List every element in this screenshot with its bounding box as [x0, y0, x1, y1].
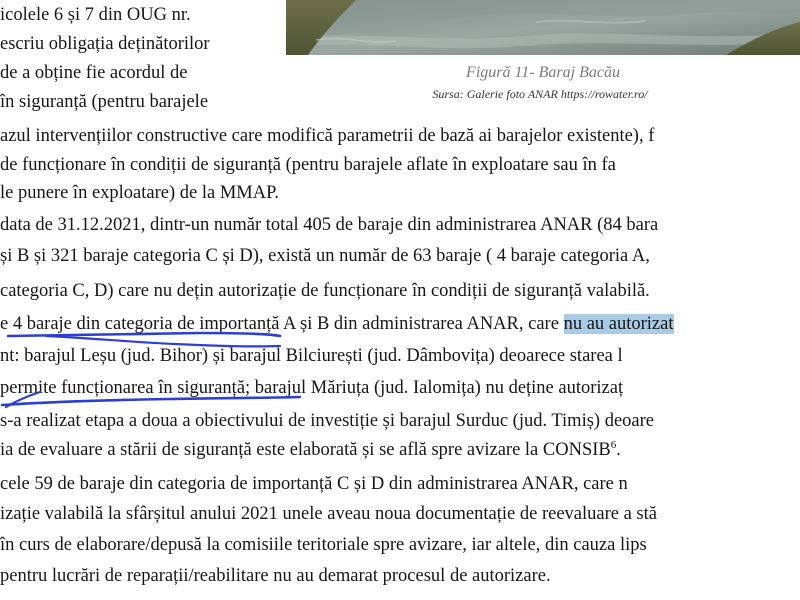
text-line: în siguranță (pentru barajele	[0, 92, 209, 112]
text-line: izație valabilă la sfârșitul anului 2021 unele aveau noua documentație de reevaluare a stă	[0, 504, 657, 524]
text-line: icolele 6 și 7 din OUG nr.	[0, 5, 191, 25]
text-line: de funcționare în condiții de siguranță (pentru barajele aflate în exploatare sau în fa	[0, 155, 616, 175]
figure-caption: Figură 11- Baraj Bacău	[466, 64, 620, 81]
text-line: de a obține fie acordul de	[0, 63, 188, 83]
text-line: permite funcționarea în siguranță; barajul Măriuța (jud. Ialomița) nu deține autorizaț	[0, 378, 624, 398]
text-segment: e 4 baraje din categoria de importanță A și B din administrarea ANAR, care	[0, 314, 564, 334]
text-line: escriu obligația deținătorilor	[0, 34, 210, 54]
text-line: nt: barajul Leșu (jud. Bihor) și barajul Bilciurești (jud. Dâmbovița) deoarece starea l	[0, 346, 623, 366]
text-line: s-a realizat etapa a doua a obiectivului de investiție și barajul Surduc (jud. Timiș) deoare	[0, 411, 654, 431]
footnote-marker: 6	[610, 438, 617, 451]
text-line: categoria C, D) care nu dețin autorizație de funcționare în condiții de siguranță valabilă.	[0, 281, 650, 301]
text-line: în curs de elaborare/depusă la comisiile teritoriale spre avizare, iar altele, din cauza lips	[0, 535, 647, 555]
text-line: pentru lucrări de reparații/reabilitare nu au demarat procesul de autorizare.	[0, 566, 551, 586]
text-segment: .	[616, 440, 621, 460]
selected-text-highlight[interactable]: nu au autorizat	[563, 314, 674, 334]
text-line: azul intervențiilor constructive care modifică parametrii de bază ai barajelor existente), f	[0, 126, 655, 146]
text-line: și B și 321 baraje categoria C și D), există un număr de 63 baraje ( 4 baraje categoria A,	[0, 246, 650, 266]
text-line: cele 59 de baraje din categoria de importanță C și D din administrarea ANAR, care n	[0, 474, 628, 494]
text-line-footnote	[0, 438, 621, 462]
text-segment: ia de evaluare a stării de siguranță este elaborată și se află spre avizare la CONSIB	[0, 440, 611, 460]
dam-photo	[286, 0, 800, 55]
text-line: data de 31.12.2021, dintr-un număr total 405 de baraje din administrarea ANAR (84 bara	[0, 215, 659, 235]
figure-source: Sursa: Galerie foto ANAR https://rowater.ro/	[432, 87, 648, 101]
text-line-highlighted	[0, 312, 674, 336]
text-line: le punere în exploatare) de la MMAP.	[0, 183, 279, 203]
